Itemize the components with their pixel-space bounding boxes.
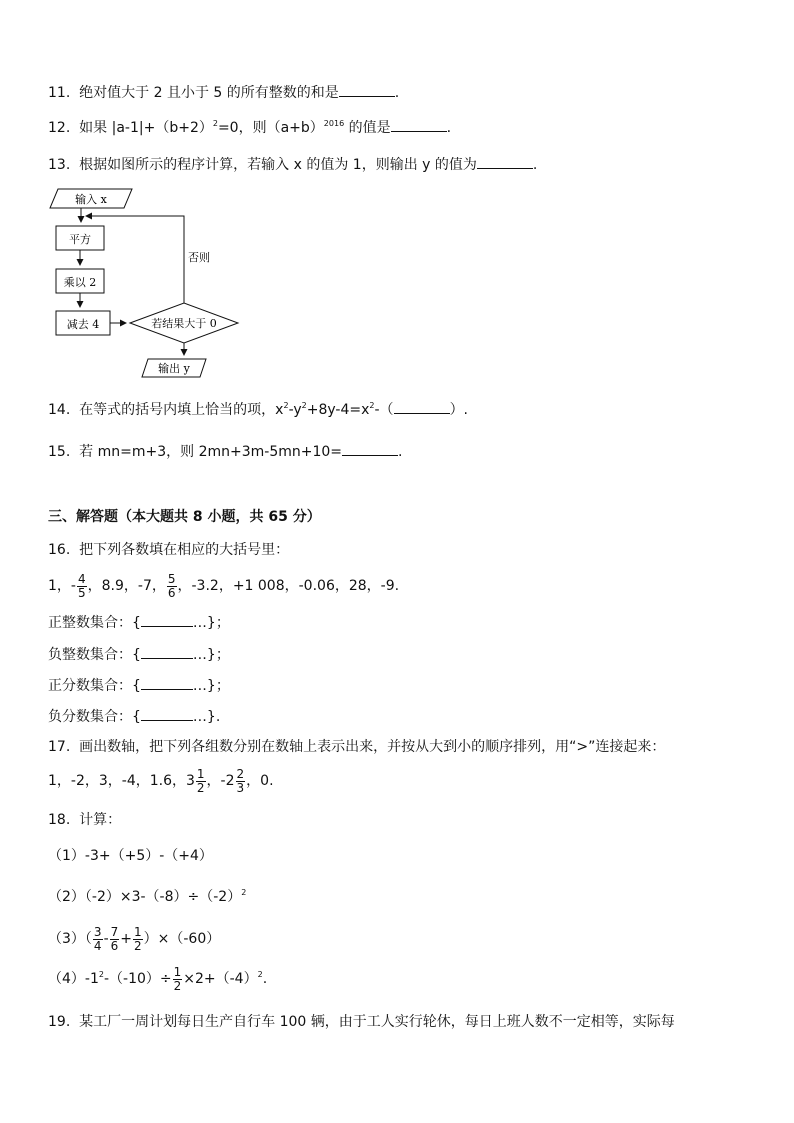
question-19: 19. 某工厂一周计划每日生产自行车 100 辆，由于工人实行轮休，每日上班人数不一定相等，实际每: [48, 1014, 675, 1030]
answer-blank: [141, 612, 193, 627]
answer-blank: [477, 154, 533, 169]
fraction: $\frac{1}{2}$: [134, 924, 142, 953]
set-negative-integers: 负整数集合：{ …}；: [48, 644, 230, 665]
q18-part-1: （1）-3+（+5）-（+4）: [48, 848, 213, 864]
question-17: 17. 画出数轴，把下列各组数分别在数轴上表示出来，并按从大到小的顺序排列，用“>”连接起来：: [48, 739, 666, 755]
set-positive-fractions: 正分数集合：{ …}；: [48, 675, 230, 696]
question-15: 15. 若 mn=m+3，则 2mn+3m-5mn+10= .: [48, 441, 402, 462]
fraction: $\frac{5}{6}$: [167, 571, 176, 600]
q18-part-3: （3）（ $\frac{3}{4}$ - $\frac{7}{6}$ + $\frac{1}{2}$ ）×（-60）: [48, 924, 221, 953]
question-16: 16. 把下列各数填在相应的大括号里：: [48, 542, 290, 558]
answer-blank: [339, 82, 395, 97]
minus4-label: 减去 4: [66, 318, 100, 331]
fraction: $\frac{2}{3}$: [236, 766, 245, 795]
answer-blank: [141, 706, 193, 721]
section-heading: 三、解答题（本大题共 8 小题，共 65 分）: [48, 509, 321, 525]
condition-label: 若结果大于 0: [151, 317, 217, 330]
else-label: 否则: [188, 251, 210, 264]
fraction: $\frac{3}{4}$: [93, 924, 102, 953]
question-14: 14. 在等式的括号内填上恰当的项，$x^2-y^2+8y-4=x^2-$（ ）.: [48, 401, 469, 418]
fraction: $\frac{4}{5}$: [77, 571, 86, 600]
question-12: 12. 如果 $|a-1|+(b+2)^2=0$，则$(a+b)^{2016}$ 的值是 .: [48, 119, 452, 136]
times2-label: 乘以 2: [63, 276, 97, 289]
question-18: 18. 计算：: [48, 812, 122, 828]
fraction: $\frac{1}{2}$: [173, 964, 182, 993]
number-list-16: 1，- $\frac{4}{5}$ ，8.9，-7， $\frac{5}{6}$ ，-3.2，+1 008，-0.06，28，-9.: [48, 571, 400, 600]
fraction: $\frac{7}{6}$: [110, 924, 119, 953]
q18-part-2: $(2)(-2)\times 3-(-8)\div(-2)^2$: [48, 888, 247, 905]
input-label: 输入 x: [75, 193, 107, 206]
set-negative-fractions: 负分数集合：{ …}.: [48, 706, 220, 727]
output-label: 输出 y: [158, 362, 190, 375]
answer-blank: [141, 675, 193, 690]
question-13: 13. 根据如图所示的程序计算，若输入 x 的值为 1，则输出 y 的值为 .: [48, 154, 537, 175]
answer-blank: [391, 117, 447, 132]
q18-part-4: $(4)-1^2-(-10)\div$ $\frac{1}{2}$ $\times 2+(-4)^2$.: [48, 964, 268, 993]
number-list-17: 1，-2，3，-4，1.6，3 $\frac{1}{2}$ ，-2 $\frac{2}{3}$ ，0.: [48, 766, 274, 795]
set-positive-integers: 正整数集合：{ …}；: [48, 612, 230, 633]
answer-blank: [394, 399, 450, 414]
answer-blank: [342, 441, 398, 456]
question-11: 11. 绝对值大于 2 且小于 5 的所有整数的和是 .: [48, 82, 399, 103]
fraction: $\frac{1}{2}$: [196, 766, 205, 795]
program-flowchart: [44, 183, 244, 383]
answer-blank: [141, 644, 193, 659]
square-label: 平方: [69, 233, 91, 246]
